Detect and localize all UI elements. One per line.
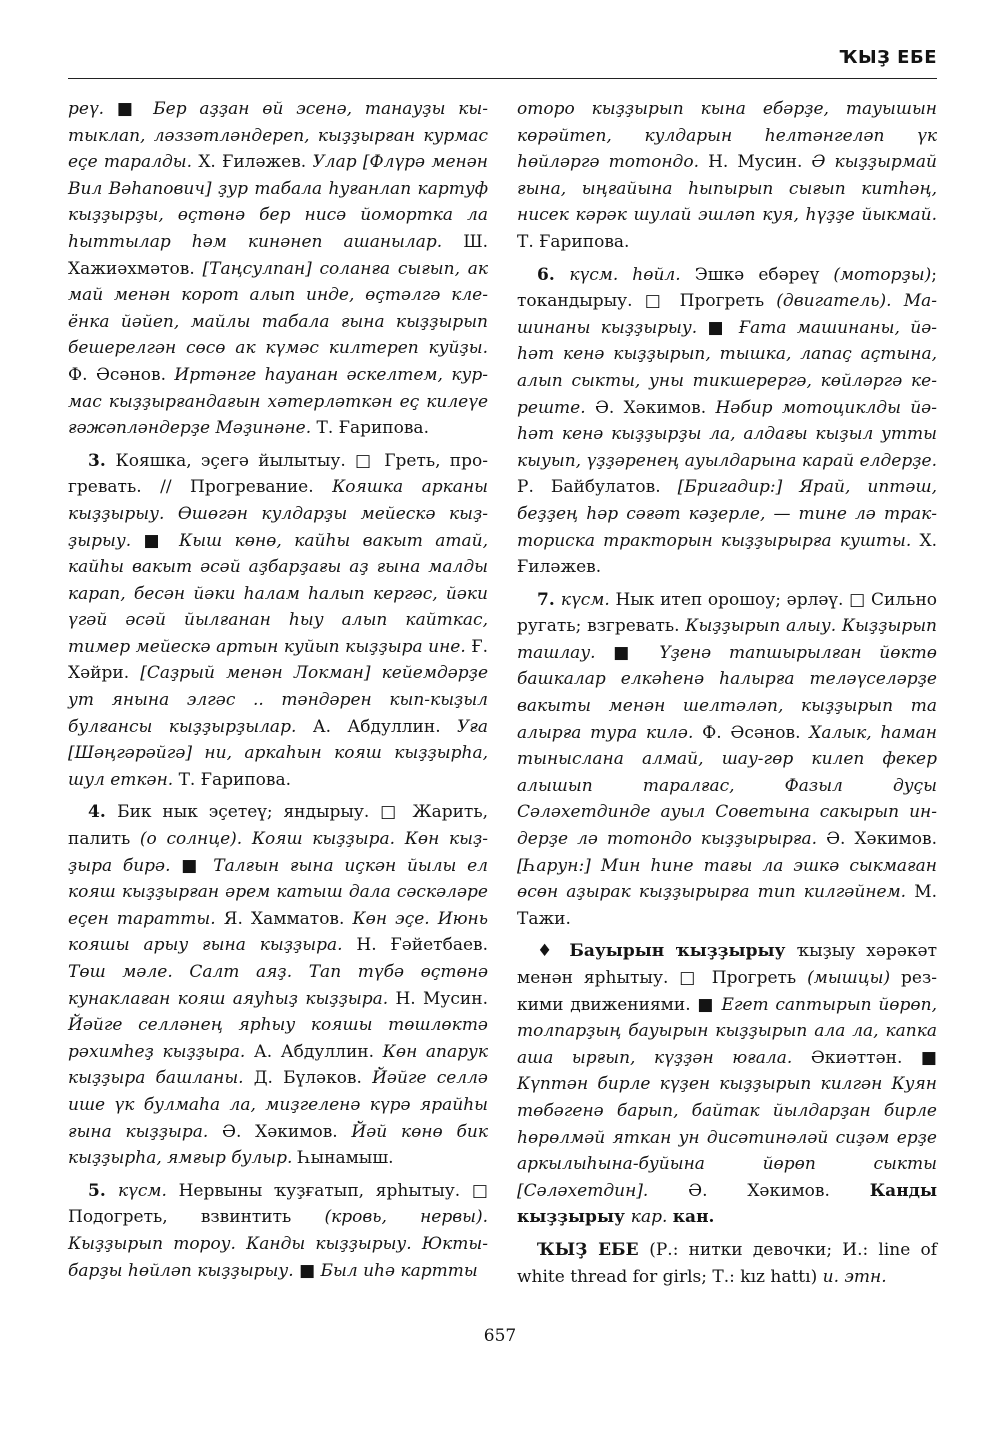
text-run: Ә. Хәкимов.	[688, 1180, 870, 1201]
text-run: (Р.: нитки девочки; И.: line of white thread for girls; Т.: kız hattı)	[517, 1239, 937, 1287]
text-run: Х. Ғиләжев.	[517, 530, 937, 578]
dictionary-paragraph	[517, 1237, 937, 1290]
text-run: резкими движениями.	[517, 968, 938, 1015]
text-run: (кровь, нервы). Кыҙҙырып тороу. Канды кыҙҙырыу. Юктыбарҙы һөйләп кыҙҙырыу. ■ Был иһә картты	[68, 1207, 488, 1281]
text-run: 5.	[88, 1180, 118, 1201]
text-run: 7.	[537, 589, 561, 610]
text-run: ■ Күптән бирле күҙен кыҙҙырып килгән Куян төбәгенә барып, байтак йылдарҙан бирле һөрөлмәй яткан ун дисәтинәләй сиҙәм ерҙе аркылыһына-буйына йөрөп сыкты [Сәләхетдин].	[517, 1047, 937, 1201]
text-run: А. Абдуллин.	[312, 716, 457, 737]
text-run: Н. Ғәйетбаев.	[356, 935, 488, 956]
text-run: Төш мәле. Салт аяҙ. Тап түбә өҫтөнә кунаклаған кояш аяуһыҙ кыҙҙыра.	[68, 962, 488, 1009]
text-run: ■ Егет саптырып йөрөп, толпарҙың бауырын кыҙҙырып ала ла, капка аша ырғып, күҙҙән юғала.	[517, 994, 938, 1068]
text-run: (моторҙы)	[833, 264, 932, 285]
text-run: Халык, һаман тыныслана алмай, шау-гөр килеп фекер алышып таралғас, Фазыл дуҫы Сәләхетдинде ауыл Советына сакырып индерҙе лә тотондо кыҙҙырырға.	[517, 722, 937, 850]
text-run: Йәйге селләнең ярһыу кояшы төшлөктә рәхимһеҙ кыҙҙыра.	[68, 1015, 488, 1062]
text-run: 4.	[88, 802, 118, 823]
text-run: Ш. Хажиәхмәтов.	[68, 231, 488, 279]
text-run: Ә. Хәкимов.	[222, 1121, 352, 1142]
text-run: Нервыны ҡуҙғатып, ярһытыу. □ Подогреть, взвинтить	[68, 1180, 488, 1228]
text-run: реү. ■ Бер аҙҙан өй эсенә, танауҙы кытыклап, ләззәтләндереп, кыҙҙырған курмас еҫе таралды.	[68, 99, 488, 173]
text-run: Ә кыҙҙырмай ғына, ыңғайына һыпырып сығып китһәң, нисек кәрәк шулай эшләп куя, һүҙҙе йыкмай.	[517, 152, 937, 226]
dictionary-paragraph	[517, 96, 937, 256]
text-run: Нәбир мотоциклды йәһәт кенә кыҙҙырҙы ла, алдағы кыҙыл утты кыуып, үҙҙәренең ауылдарына карай елдерҙе.	[517, 397, 937, 471]
text-run: Көн апарук кыҙҙыра башланы.	[68, 1041, 488, 1089]
right-column	[517, 96, 937, 1296]
dictionary-paragraph	[68, 799, 488, 1171]
text-run: Уға [Шәңгәрәйгә] ни, аркаһын кояш кыҙҙырһа, шул еткән.	[68, 716, 488, 790]
dictionary-paragraph	[68, 96, 488, 442]
text-run: Улар [Флүрә менән Вил Вәһапович] ҙур табала һуғанлап картуф кыҙҙырҙы, өҫтөнә бер нисә йомортка ла һыттылар һәм кинәнеп ашанылар.	[68, 152, 488, 252]
text-run: 3.	[88, 450, 116, 471]
dictionary-paragraph	[68, 448, 488, 794]
dictionary-paragraph	[68, 1178, 488, 1284]
text-run: А. Абдуллин.	[253, 1041, 383, 1062]
text-run: Н. Мусин.	[708, 152, 812, 173]
text-run: [Һарун:] Мин һине тағы ла эшкә сыкмаған өсөн аҙырак кыҙҙырырға тип килгәйнем.	[517, 855, 937, 903]
text-run: Ә. Хәкимов.	[826, 829, 937, 850]
text-run: 6.	[537, 264, 570, 285]
text-run: Т. Ғарипова.	[316, 418, 429, 439]
text-run: Ә. Хәкимов.	[594, 397, 716, 418]
text-run: күсм.	[560, 589, 616, 610]
text-run: кан.	[672, 1207, 715, 1228]
text-run: Д. Бүләков.	[253, 1068, 373, 1089]
text-run: ҠЫҘ ЕБЕ	[537, 1239, 650, 1260]
text-run: Бик нык эҫетеү; яндырыу. □ Жарить, палить	[68, 802, 488, 850]
text-run: Кыҙҙырып алыу. Кыҙҙырып ташлау. ■ Үҙенә тапшырылған йөктө башкалар елкәһенә һалырға теләүселәрҙе вакыты менән шелтәләп, кыҙҙырып та алырға тура килә.	[517, 616, 937, 743]
text-run: Һынамыш.	[297, 1148, 394, 1169]
header-rule	[68, 78, 937, 79]
running-head: ҠЫҘ ЕБЕ	[839, 47, 937, 68]
text-run: Көн эҫе. Июнь кояшы арыу ғына кыҙҙыра.	[68, 908, 488, 956]
text-run: Ғ. Хәйри.	[68, 636, 488, 684]
text-run: күсм. һөйл.	[569, 264, 695, 285]
text-run: Н. Мусин.	[395, 988, 488, 1009]
page-number: 657	[483, 1326, 517, 1346]
dictionary-paragraph	[517, 587, 937, 933]
text-run: [Саҙрый менән Локман] кейемдәрҙе ут янына элгәс .. тәндәрен кып-кыҙыл булғансы кыҙҙырҙылар.	[68, 663, 488, 737]
text-run: (мышцы)	[807, 968, 902, 988]
text-run: Т. Ғарипова.	[517, 231, 630, 252]
text-run: [Таңсулпан] соланға сығып, ак май менән корот алып инде, өҫтәлгә клеёнка йәйеп, майлы табала ғына кыҙҙырып бешерелгән сөсө ак күмәс килтереп куйҙы.	[68, 258, 488, 359]
text-run: Т. Ғарипова.	[178, 769, 292, 790]
text-run: Әкиәттән.	[810, 1047, 921, 1068]
text-run: Х. Ғиләжев.	[198, 152, 313, 173]
text-run: Я. Хамматов.	[223, 908, 353, 929]
text-run: Иртәнге һауанан әскелтем, курмас кыҙҙырғандағын хәтерләткән еҫ килеүе ғәжәпләндерҙе Мәҙинәне.	[68, 364, 488, 439]
text-run: ҡыҙыу хәрәкәт менән ярһытыу. □ Прогреть	[517, 941, 937, 988]
text-run: М. Тажи.	[517, 882, 937, 929]
text-run: Р. Байбулатов.	[517, 477, 678, 498]
text-run: оторо кыҙҙырып кына ебәрҙе, тауышын көрәйтеп, кулдарын һелтәнгеләп үк һөйләргә тотондо.	[517, 99, 937, 173]
text-run: күсм.	[117, 1180, 179, 1201]
text-run: [Бригадир:] Ярай, иптәш, беҙҙең һәр сәғәт кәҙерле, — тине лә тракториска тракторын кыҙҙырырға кушты.	[517, 477, 937, 551]
dictionary-paragraph	[517, 262, 937, 581]
text-run: Кояшка, эҫегә йылытыу. □ Греть, прогревать. // Прогревание.	[68, 450, 488, 498]
text-run: и. этн.	[822, 1266, 887, 1287]
text-run: Канды кыҙҙырыу	[517, 1180, 938, 1228]
text-run: (о солнце). Кояш кыҙҙыра. Көн кыҙҙыра бирә. ■ Талғын ғына иҫкән йылы ел кояш кыҙҙырған әрем катыш дала сәскәләре еҫен таратты.	[68, 829, 488, 929]
text-run: Ф. Әсәнов.	[702, 722, 810, 743]
text-run: Нык итеп орошоу; әрләү. □ Сильно ругать; взгревать.	[517, 589, 938, 637]
text-run: Кояшка арканы кыҙҙырыу. Өшөгән кулдарҙы мейескә кыҙҙырыу. ■ Кыш көнө, кайһы вакыт атай, кайһы вакыт әсәй аҙбарҙағы аҙ ғына малды карап, бесән йәки һалам һалып кергәс, йәки үгәй әсәй йылғанан һыу алып кайткас, тимер мейескә артын куйып кыҙҙыра ине.	[68, 477, 488, 657]
text-run: Йәй көнө бик кыҙҙырһа, ямғыр булыр.	[68, 1121, 488, 1169]
text-run: кар.	[630, 1207, 673, 1228]
text-run: Эшкә ебәреү	[694, 264, 834, 285]
text-run: Ф. Әсәнов.	[68, 364, 175, 385]
text-run: ♦ Бауырын ҡыҙҙырыу	[537, 941, 797, 962]
text-run: (двигатель). Машинаны кыҙҙырыу. ■ Ғата машинаны, йәһәт кенә кыҙҙырып, тышка, лапаҫ аҫтына, алып сыкты, уны тикшерергә, көйләргә кереште.	[517, 291, 937, 418]
text-run: Йәйге селлә ише үк булмаһа ла, миҙгеленә күрә ярайһы ғына кыҙҙыра.	[68, 1068, 488, 1142]
dictionary-paragraph	[517, 938, 937, 1231]
text-run: ; токандырыу. □ Прогреть	[517, 264, 937, 312]
left-column	[68, 96, 488, 1290]
